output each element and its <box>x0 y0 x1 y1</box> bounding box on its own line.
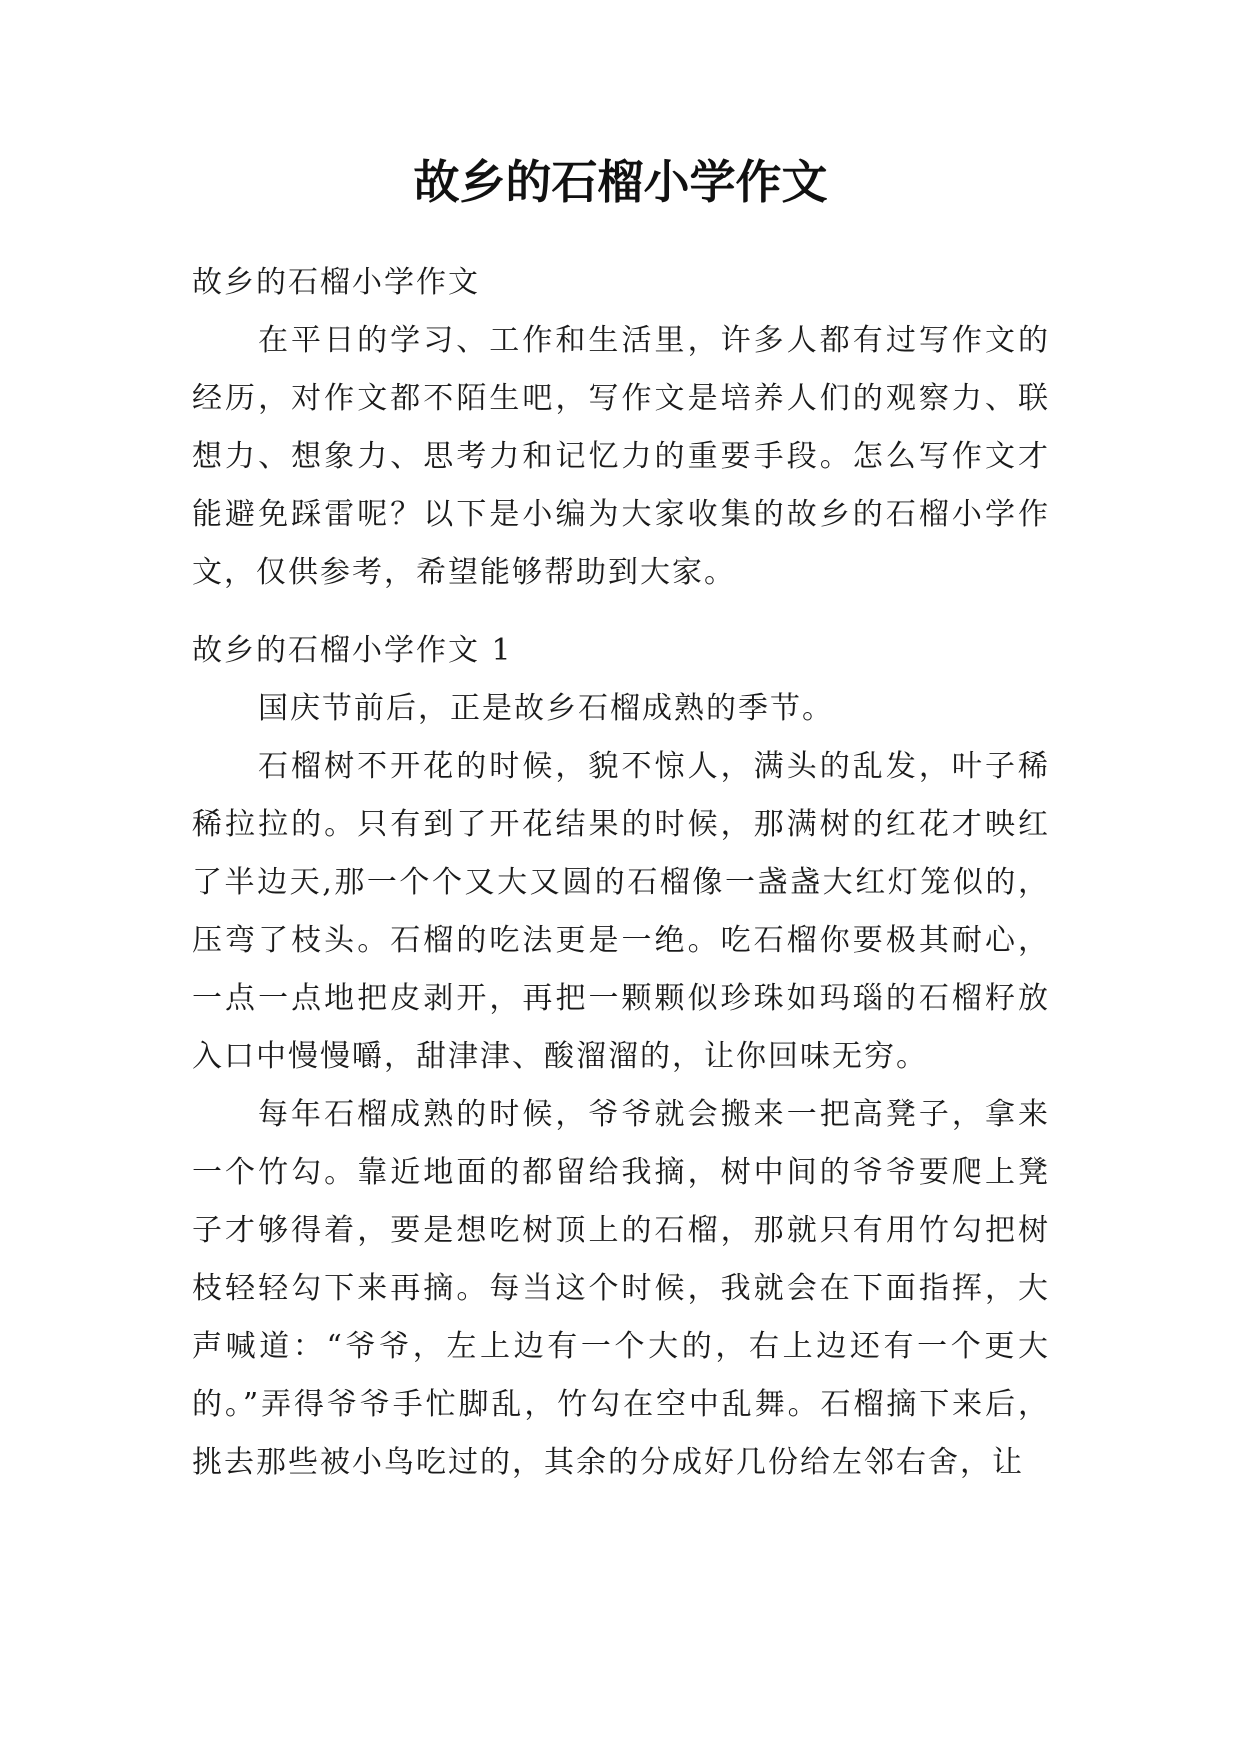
intro-paragraph: 在平日的学习、工作和生活里，许多人都有过写作文的经历，对作文都不陌生吧，写作文是培养人们的观察力、联想力、想象力、思考力和记忆力的重要手段。怎么写作文才能避免踩雷呢？以下是小编为大家收集的故乡的石榴小学作文，仅供参考，希望能够帮助到大家。 <box>192 323 1050 590</box>
intro-heading: 故乡的石榴小学作文 <box>192 265 480 300</box>
essay1-paragraph-2: 石榴树不开花的时候，貌不惊人，满头的乱发，叶子稀稀拉拉的。只有到了开花结果的时候，那满树的红花才映红了半边天,那一个个又大又圆的石榴像一盏盏大红灯笼似的，压弯了枝头。石榴的吃法更是一绝。吃石榴你要极其耐心，一点一点地把皮剥开，再把一颗颗似珍珠如玛瑙的石榴籽放入口中慢慢嚼，甜津津、酸溜溜的，让你回味无穷。 <box>192 749 1050 1074</box>
essay1-heading: 故乡的石榴小学作文 1 <box>192 633 513 668</box>
essay1-paragraph-1: 国庆节前后，正是故乡石榴成熟的季节。 <box>258 691 834 726</box>
essay1-paragraph-3: 每年石榴成熟的时候，爷爷就会搬来一把高凳子，拿来一个竹勾。靠近地面的都留给我摘，树中间的爷爷要爬上凳子才够得着，要是想吃树顶上的石榴，那就只有用竹勾把树枝轻轻勾下来再摘。每当这个时候，我就会在下面指挥，大声喊道：“爷爷，左上边有一个大的，右上边还有一个更大的。”弄得爷爷手忙脚乱，竹勾在空中乱舞。石榴摘下来后，挑去那些被小鸟吃过的，其余的分成好几份给左邻右舍，让 <box>192 1097 1050 1480</box>
document-title: 故乡的石榴小学作文 <box>413 155 828 209</box>
